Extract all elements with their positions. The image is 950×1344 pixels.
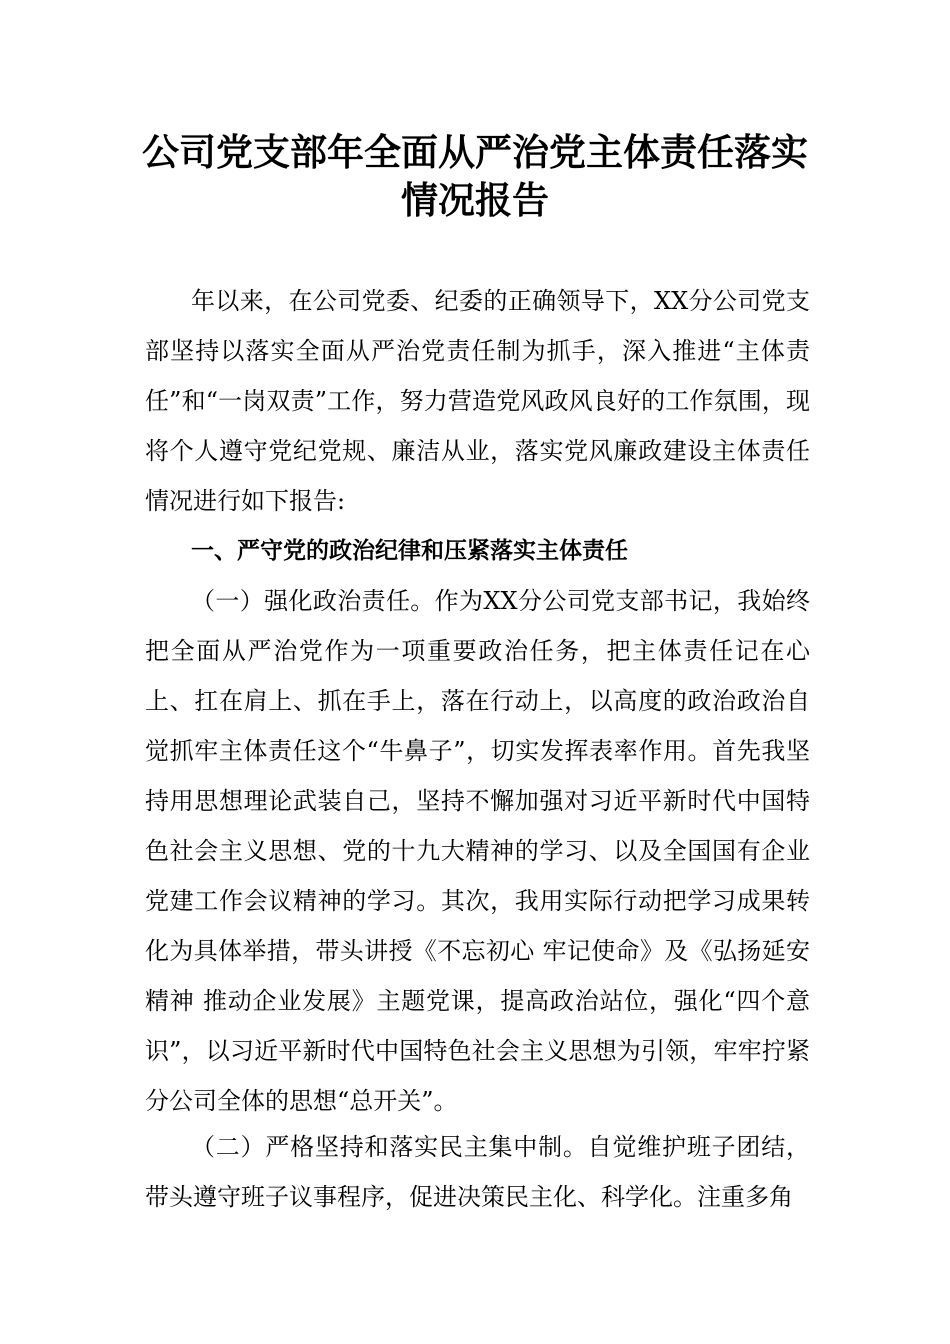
section-heading-1: 一、严守党的政治纪律和压紧落实主体责任 [191, 538, 628, 564]
section-1-paragraph-1: （一）强化政治责任。作为XX分公司党支部书记，我始终把全面从严治党作为一项重要政治任务，把主体责任记在心上、扛在肩上、抓在手上，落在行动上，以高度的政治政治自觉抓牢主体责任这个“牛鼻子”，切实发挥表率作用。首先我坚持用思想理论武装自己，坚持不懈加强对习近平新时代中国特色社会主义思想、党的十九大精神的学习、以及全国国有企业党建工作会议精神的学习。其次，我用实际行动把学习成果转化为具体举措，带头讲授《不忘初心 牢记使命》及《弘扬延安精神 推动企业发展》主题党课，提高政治站位，强化“四个意识”，以习近平新时代中国特色社会主义思想为引领，牢牢拧紧分公司全体的思想“总开关”。 [145, 587, 810, 1115]
document-title-line-2: 情况报告 [401, 178, 549, 222]
document-title-line-1: 公司党支部年全面从严治党主体责任落实 [142, 130, 808, 174]
intro-paragraph: 年以来，在公司党委、纪委的正确领导下，XX分公司党支部坚持以落实全面从严治党责任制为抓手，深入推进“主体责任”和“一岗双责”工作，努力营造党风政风良好的工作氛围，现将个人遵守党纪党规、廉洁从业，落实党风廉政建设主体责任情况进行如下报告: [145, 287, 810, 515]
section-1-paragraph-2: （二）严格坚持和落实民主集中制。自觉维护班子团结，带头遵守班子议事程序，促进决策民主化、科学化。注重多角 [145, 1133, 810, 1211]
